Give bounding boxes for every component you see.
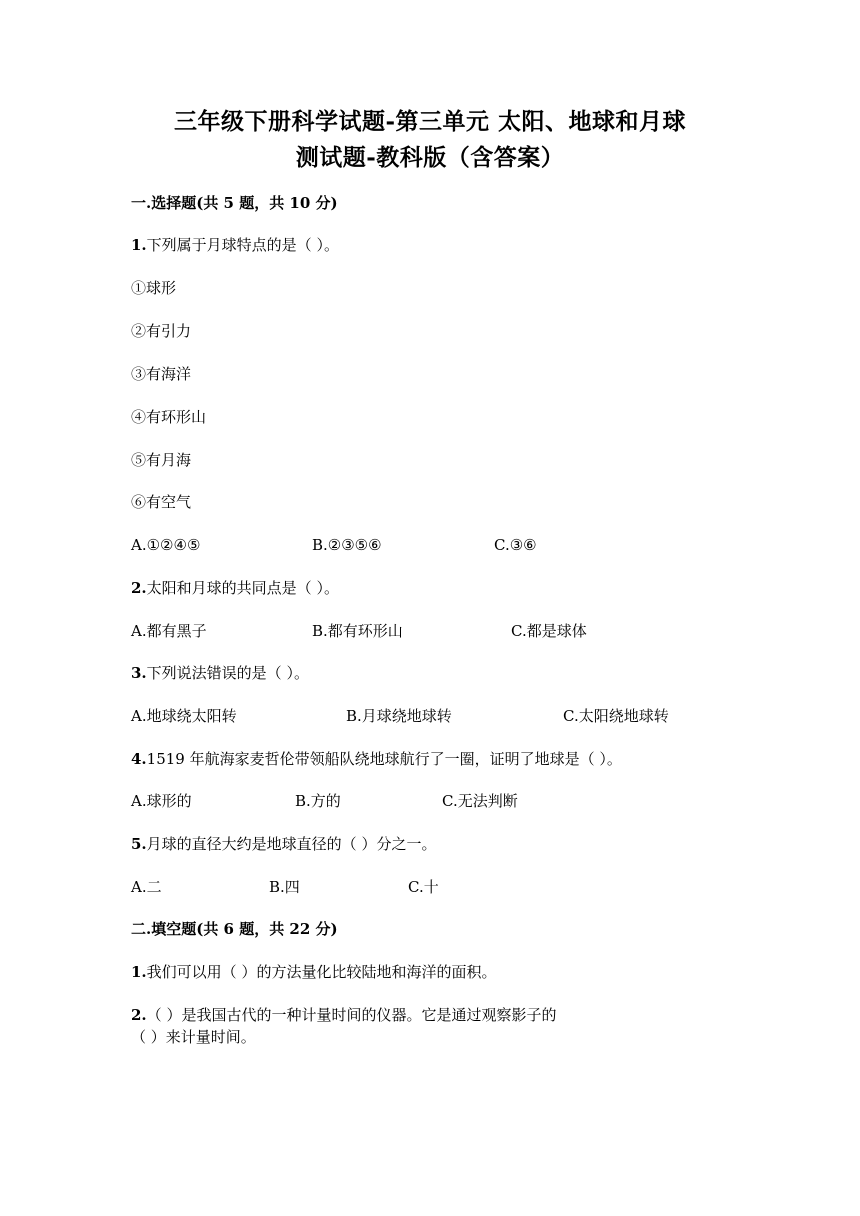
list-item: ②有引力 — [131, 322, 192, 340]
list-item: ⑤有月海 — [131, 451, 192, 469]
question-text: 太阳和月球的共同点是（ ）。 — [146, 579, 339, 597]
question-text: （ ）是我国古代的一种计量时间的仪器。它是通过观察影子的 — [146, 1006, 557, 1024]
answer-option: B.四 — [269, 878, 300, 896]
document-title-line-1: 三年级下册科学试题-第三单元 太阳、地球和月球 — [173, 108, 687, 135]
answer-option: C.都是球体 — [511, 622, 587, 640]
answer-option: A.地球绕太阳转 — [131, 707, 237, 725]
list-item: ⑥有空气 — [131, 493, 192, 511]
section-heading-fill-in: 二.填空题(共 6 题，共 22 分) — [131, 920, 338, 938]
fill-question-2-continued: （ ）来计量时间。 — [131, 1028, 256, 1046]
answer-option: C.③⑥ — [494, 536, 537, 554]
answer-option: C.十 — [408, 878, 439, 896]
fill-question-2 — [131, 1004, 556, 1026]
question-number: 2. — [131, 579, 147, 597]
answer-option: A.都有黑子 — [131, 622, 207, 640]
question-text: 下列属于月球特点的是（ ）。 — [146, 236, 339, 254]
question-text: 我们可以用（ ）的方法量化比较陆地和海洋的面积。 — [146, 963, 497, 981]
list-item: ③有海洋 — [131, 365, 192, 383]
question-text: 下列说法错误的是（ ）。 — [146, 664, 309, 682]
fill-question-1 — [131, 961, 496, 983]
answer-option: A.球形的 — [131, 792, 192, 810]
question-text: 月球的直径大约是地球直径的（ ）分之一。 — [146, 835, 437, 853]
answer-option: B.月球绕地球转 — [346, 707, 452, 725]
question-2 — [131, 577, 339, 599]
section-heading-multiple-choice: 一.选择题(共 5 题，共 10 分) — [131, 194, 338, 212]
question-5 — [131, 833, 436, 855]
answer-option: C.无法判断 — [442, 792, 518, 810]
question-number: 3. — [131, 664, 147, 682]
answer-option: A.①②④⑤ — [131, 536, 201, 554]
question-text: 1519 年航海家麦哲伦带领船队绕地球航行了一圈，证明了地球是（ ）。 — [146, 750, 622, 768]
question-1 — [131, 234, 339, 256]
question-4 — [131, 748, 622, 770]
answer-option: B.②③⑤⑥ — [312, 536, 382, 554]
document-title-line-2: 测试题-教科版（含答案） — [295, 144, 565, 171]
question-number: 4. — [131, 750, 147, 768]
question-3 — [131, 662, 309, 684]
answer-option: B.方的 — [295, 792, 341, 810]
question-number: 1. — [131, 963, 147, 981]
question-number: 2. — [131, 1006, 147, 1024]
list-item: ①球形 — [131, 279, 177, 297]
answer-option: C.太阳绕地球转 — [563, 707, 669, 725]
answer-option: B.都有环形山 — [312, 622, 403, 640]
question-number: 5. — [131, 835, 147, 853]
question-number: 1. — [131, 236, 147, 254]
answer-option: A.二 — [131, 878, 162, 896]
list-item: ④有环形山 — [131, 408, 207, 426]
